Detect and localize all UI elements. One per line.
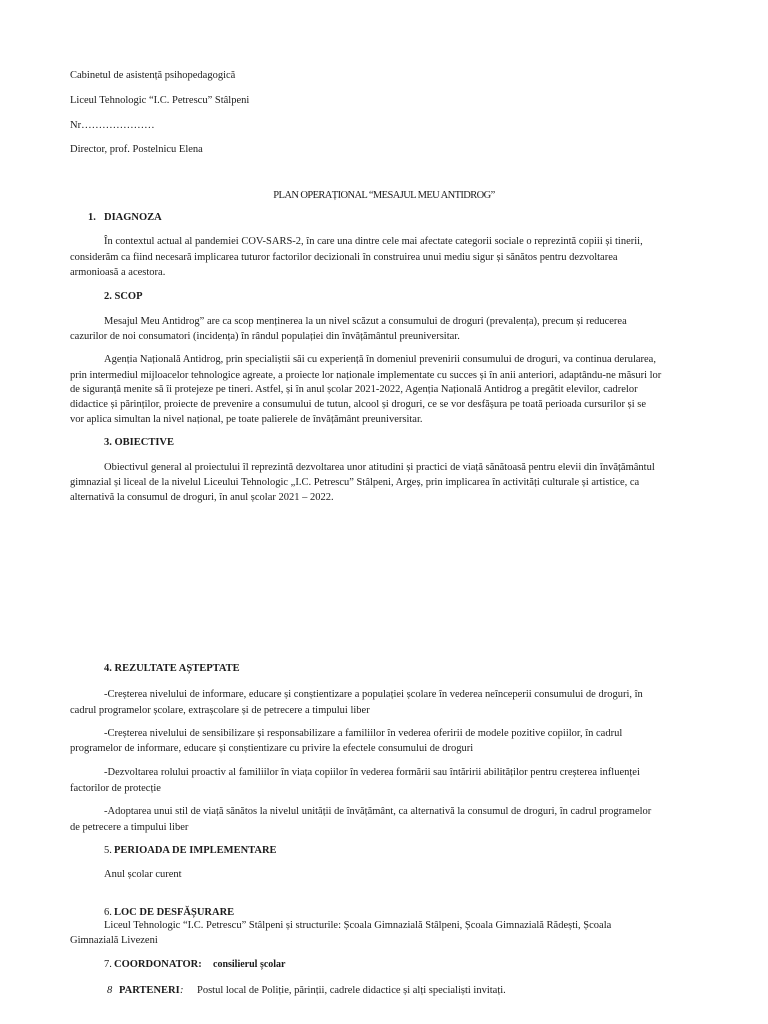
location-line: Liceul Tehnologic “I.C. Petrescu” Stâlpeni și structurile: Școala Gimnazială Stâlpeni, Școala Gimnazială Rădești, Școala <box>104 920 612 931</box>
section-1-number: 1. <box>88 212 96 223</box>
section-7-heading: COORDONATOR: <box>114 959 202 970</box>
section-4-heading: 4. REZULTATE AȘTEPTATE <box>104 663 240 674</box>
partners-value: Postul local de Poliție, părinții, cadrele didactice și alți specialiști invitați. <box>197 985 506 996</box>
diagnoza-line: armonioasă a acestora. <box>70 267 166 278</box>
section-7-number: 7. <box>104 959 112 970</box>
result-item: programelor de informare, educare și conștientizare cu privire la efectele consumului de droguri <box>70 743 474 754</box>
scop-agency-line: Agenția Națională Antidrog, prin specialiștii săi cu experiență în domeniul prevenirii consumului de droguri, va continua derularea, <box>104 354 656 365</box>
section-1-heading: DIAGNOZA <box>104 212 162 223</box>
scop-agency-line: vor aplica simultan la nivel național, pe toate palierele de învățământ preuniversitar. <box>70 414 423 425</box>
document-title: PLAN OPERAȚIONAL “MESAJUL MEU ANTIDROG” <box>273 190 495 201</box>
scop-agency-line: prin intermediul mijloacelor tehnologice agreate, a proiecte lor naționale implementate cu succes și în anii anteriori, adaptându-ne măsuri lor <box>70 370 662 381</box>
cabinet-name: Cabinetul de asistență psihopedagogică <box>70 70 236 81</box>
obiective-line: alternativă la consumul de droguri, în anul școlar 2021 – 2022. <box>70 492 334 503</box>
diagnoza-line: considerăm ca fiind necesară implicarea tuturor factorilor decizionali în construirea unui mediu sigur și sănătos pentru dezvoltarea <box>70 252 618 263</box>
section-8-number: 8 <box>107 985 113 996</box>
diagnoza-line: În contextul actual al pandemiei COV-SARS-2, în care una dintre cele mai afectate categorii sociale o reprezintă copiii și tinerii, <box>104 236 643 247</box>
location-line: Gimnazială Livezeni <box>70 935 158 946</box>
obiective-line: Obiectivul general al proiectului îl reprezintă dezvoltarea unor atitudini și practici de viață sănătoasă pentru elevii din învățământul <box>104 462 655 473</box>
section-8-heading: PARTENERI <box>119 985 180 996</box>
coordinator-value: consilierul școlar <box>213 959 286 970</box>
section-6-number: 6. <box>104 907 112 918</box>
scop-agency-line: didactice și părinților, proiecte de prevenire a consumului de tutun, alcool și droguri, ce se vor desfășura pe toată perioada cursurilor și se <box>70 399 647 410</box>
result-item: -Creșterea nivelului de sensibilizare și responsabilizare a familiilor în vederea oferirii de modele pozitive copiilor, în cadrul <box>104 728 623 739</box>
result-item: cadrul programelor școlare, extrașcolare și de petrecere a timpului liber <box>70 705 370 716</box>
result-item: -Dezvoltarea rolului proactiv al familiilor în viața copiilor în vederea formării sau întăririi abilităților pentru creșterea influenței <box>104 767 640 778</box>
obiective-line: gimnazial și liceal de la nivelul Liceului Tehnologic „I.C. Petrescu” Stâlpeni, Argeș, prin implicarea în activități culturale și artistice, ca <box>70 477 640 488</box>
implementation-period: Anul școlar curent <box>104 869 182 880</box>
scop-line: cazurilor de noi consumatori (incidența) în rândul populației din învățământul preuniversitar. <box>70 331 460 342</box>
registration-number: Nr………………… <box>70 120 155 131</box>
section-3-heading: 3. OBIECTIVE <box>104 437 175 448</box>
section-5-number: 5. <box>104 845 112 856</box>
school-name: Liceul Tehnologic “I.C. Petrescu” Stâlpeni <box>70 95 250 106</box>
scop-agency-line: de siguranță menite să îi protejeze pe tineri. Astfel, și în anul școlar 2021-2022, Agenția Națională Antidrog a pregătit elevilor, cadrelor <box>70 384 638 395</box>
result-item: -Adoptarea unui stil de viață sănătos la nivelul unității de învățământ, ca alternativă la consumul de droguri, în cadrul programelor <box>104 806 652 817</box>
section-5-heading: PERIOADA DE IMPLEMENTARE <box>114 845 277 856</box>
section-8-separator: : <box>180 985 184 996</box>
section-2-heading: 2. SCOP <box>104 291 143 302</box>
scop-line: Mesajul Meu Antidrog” are ca scop menținerea la un nivel scăzut a consumului de droguri (prevalența), precum și reducerea <box>104 316 627 327</box>
result-item: de petrecere a timpului liber <box>70 822 189 833</box>
result-item: factorilor de protecție <box>70 783 161 794</box>
director-name: Director, prof. Postelnicu Elena <box>70 144 203 155</box>
section-6-heading: LOC DE DESFĂȘURARE <box>114 907 235 918</box>
result-item: -Creșterea nivelului de informare, educare și conștientizare a populației școlare în vederea neînceperii consumului de droguri, în <box>104 689 643 700</box>
